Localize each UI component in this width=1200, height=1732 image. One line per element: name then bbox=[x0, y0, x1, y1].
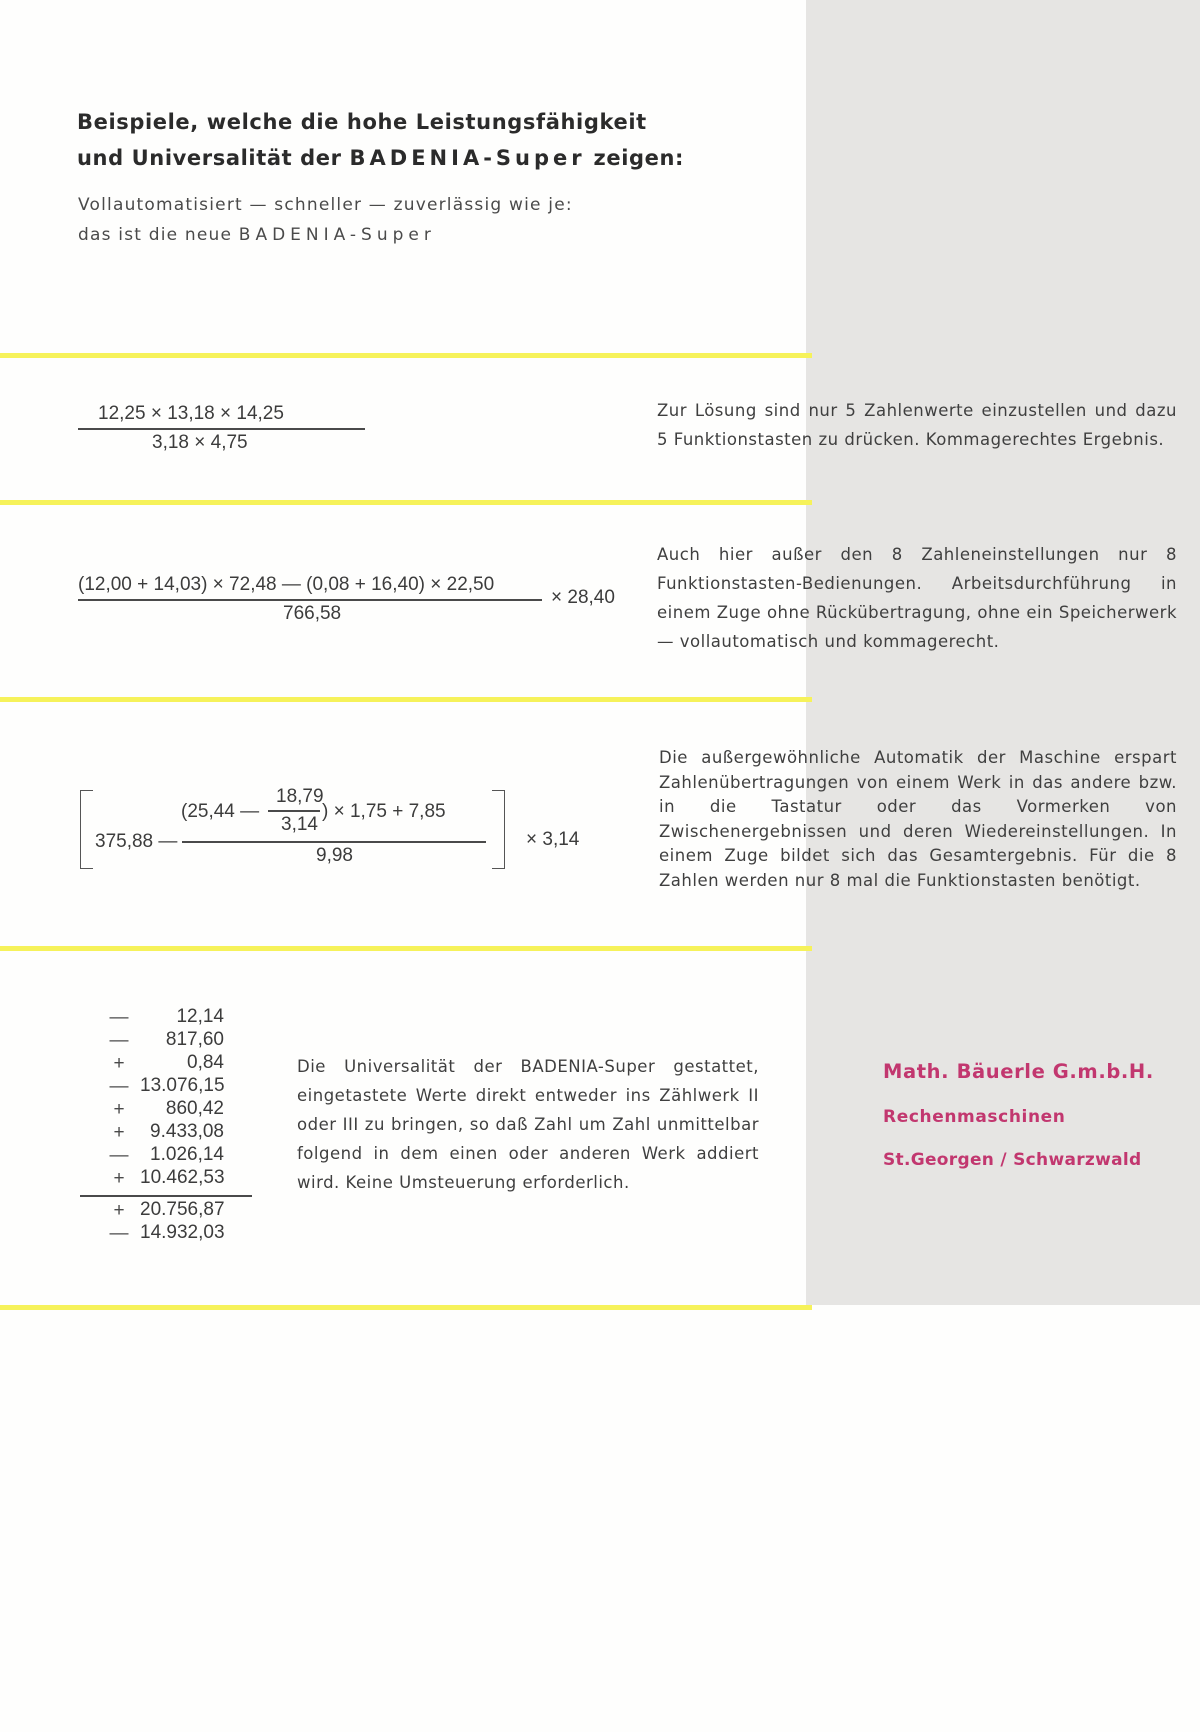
row-value: 13.076,15 bbox=[140, 1075, 225, 1096]
yellow-divider bbox=[0, 697, 812, 702]
row-sign: + bbox=[113, 1168, 125, 1189]
row-value: 817,60 bbox=[165, 1029, 224, 1050]
yellow-divider bbox=[0, 946, 812, 951]
left-bracket bbox=[80, 790, 93, 869]
row-sign: + bbox=[113, 1053, 125, 1074]
fraction-bar bbox=[78, 599, 542, 601]
example-3-inner-numerator: 18,79 bbox=[276, 786, 324, 807]
result-sign: — bbox=[109, 1223, 129, 1244]
row-value: 9.433,08 bbox=[150, 1121, 224, 1142]
page-title bbox=[77, 104, 684, 176]
title-line-2-pre: und Universalität der bbox=[77, 146, 350, 170]
fraction-bar bbox=[182, 841, 486, 843]
example-3-minuend: 375,88 — bbox=[95, 831, 178, 852]
row-value: 860,42 bbox=[165, 1098, 224, 1119]
row-sign: — bbox=[109, 1076, 129, 1097]
result-value: 20.756,87 bbox=[140, 1199, 225, 1220]
example-3-denominator: 9,98 bbox=[316, 845, 353, 866]
intro-text bbox=[78, 190, 573, 250]
fraction-bar bbox=[78, 428, 365, 430]
example-2-numerator: (12,00 + 14,03) × 72,48 — (0,08 + 16,40) × 22,50 bbox=[78, 574, 495, 595]
result-value: 14.932,03 bbox=[140, 1222, 225, 1243]
example-3-description: Die außergewöhnliche Automatik der Maschine erspart Zahlenübertragungen von einem Werk in das andere bzw. in die Tastatur oder das Vormerken von Zwischenergebnissen und deren Wiedereinstellungen. In einem Zuge bildet sich das Gesamtergebnis. Für die 8 Zahlen werden nur 8 mal die Funktionstasten benötigt. bbox=[659, 748, 1177, 890]
inner-fraction-bar bbox=[268, 810, 320, 812]
row-value: 0,84 bbox=[187, 1052, 224, 1073]
example-2-denominator: 766,58 bbox=[283, 603, 342, 624]
example-1-numerator: 12,25 × 13,18 × 14,25 bbox=[98, 403, 284, 424]
example-3-multiplier: × 3,14 bbox=[526, 829, 580, 850]
result-sign: + bbox=[113, 1200, 125, 1221]
row-value: 12,14 bbox=[176, 1006, 224, 1027]
title-line-2-post: zeigen: bbox=[585, 146, 685, 170]
yellow-divider bbox=[0, 353, 812, 358]
title-line-2 bbox=[77, 140, 684, 176]
intro-brand: BADENIA-Super bbox=[238, 225, 436, 245]
row-sign: + bbox=[113, 1099, 125, 1120]
example-2-multiplier: × 28,40 bbox=[551, 587, 615, 608]
row-value: 10.462,53 bbox=[140, 1167, 225, 1188]
company-name: Math. Bäuerle G.m.b.H. bbox=[883, 1060, 1154, 1083]
right-bracket bbox=[492, 790, 505, 869]
row-value: 1.026,14 bbox=[150, 1144, 224, 1165]
row-sign: — bbox=[109, 1030, 129, 1051]
intro-line-1: Vollautomatisiert — schneller — zuverlässig wie je: bbox=[78, 195, 573, 215]
row-sign: — bbox=[109, 1145, 129, 1166]
title-brand: BADENIA-Super bbox=[349, 146, 586, 170]
example-4-description: Die Universalität der BADENIA-Super gestattet, eingetastete Werte direkt entweder ins Zählwerk II oder III zu bringen, so daß Zahl um Zahl unmittelbar folgend in dem einen oder anderen Werk addiert wird. Keine Umsteuerung erforderlich. bbox=[297, 1057, 759, 1192]
company-line-2: Rechenmaschinen bbox=[883, 1107, 1066, 1127]
example-3-inner-rest: ) × 1,75 + 7,85 bbox=[322, 801, 446, 822]
company-line-3: St.Georgen / Schwarzwald bbox=[883, 1150, 1142, 1170]
yellow-divider bbox=[0, 500, 812, 505]
yellow-divider bbox=[0, 1305, 812, 1310]
intro-line-2-pre: das ist die neue bbox=[78, 225, 239, 245]
row-sign: + bbox=[113, 1122, 125, 1143]
intro-line-2 bbox=[78, 220, 573, 250]
example-1-denominator: 3,18 × 4,75 bbox=[152, 432, 248, 453]
example-2-description: Auch hier außer den 8 Zahleneinstellungen nur 8 Funktionstasten-Bedienungen. Arbeitsdurchführung in einem Zuge ohne Rückübertragung, ohne ein Speicherwerk — vollautomatisch und kommagerecht. bbox=[657, 545, 1177, 651]
example-3-inner-open: (25,44 — bbox=[181, 801, 260, 822]
title-line-1: Beispiele, welche die hohe Leistungsfähigkeit bbox=[77, 110, 647, 134]
example-1-description: Zur Lösung sind nur 5 Zahlenwerte einzustellen und dazu 5 Funktionstasten zu drücken. Kommagerechtes Ergebnis. bbox=[657, 401, 1177, 449]
row-sign: — bbox=[109, 1007, 129, 1028]
sum-line bbox=[80, 1195, 252, 1197]
example-3-inner-denominator: 3,14 bbox=[281, 814, 318, 835]
